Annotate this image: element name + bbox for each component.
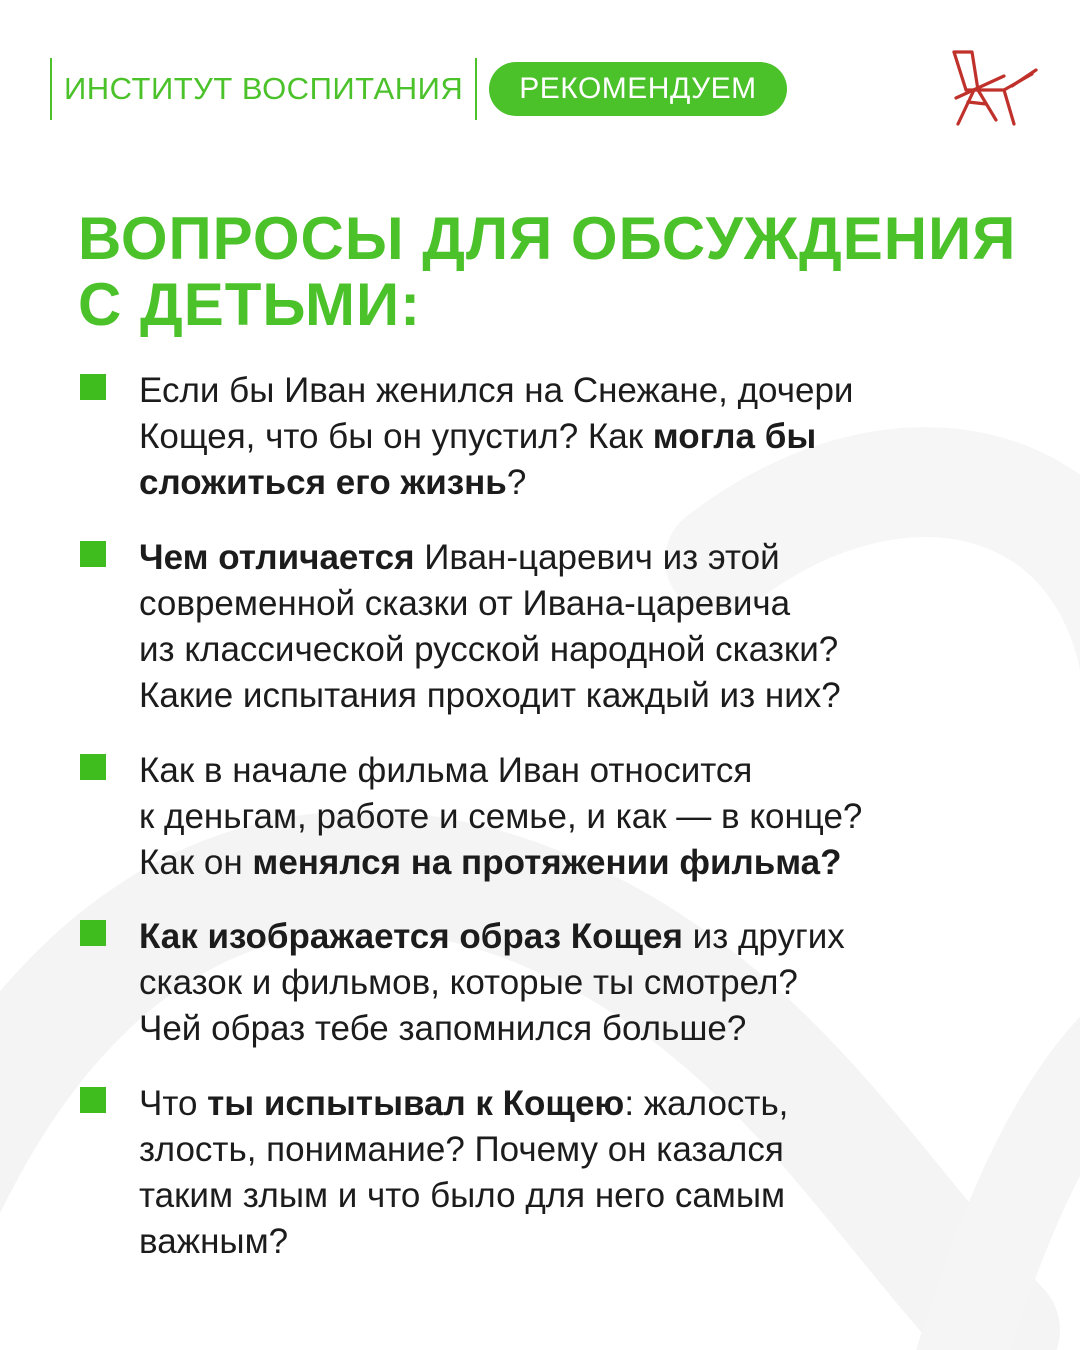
question-text-1: Если бы Иван женился на Снежане, дочери Кощея, что бы он упустил? Как могла бы сложиться его жизнь?: [139, 371, 854, 502]
bullet-square-icon: [80, 1087, 106, 1113]
highlight-text: сложиться его жизнь: [139, 463, 507, 502]
recommend-badge: РЕКОМЕНДУЕМ: [489, 62, 786, 116]
page-title-line-2: С ДЕТЬМИ:: [78, 271, 422, 338]
question-text-2: Чем отличается Иван-царевич из этой современной сказки от Ивана-царевича из классической русской народной сказки? Какие испытания проходит каждый из них?: [139, 538, 841, 715]
question-text-4: Как изображается образ Кощея из других сказок и фильмов, которые ты смотрел? Чей образ тебе запомнился больше?: [139, 917, 845, 1048]
bullet-square-icon: [80, 541, 106, 567]
highlight-text: ты испытывал к Кощею: [207, 1084, 625, 1123]
organization-name: ИНСТИТУТ ВОСПИТАНИЯ: [64, 71, 464, 106]
page-title: [78, 206, 1038, 338]
header-bar: [50, 58, 787, 120]
question-text-3: Как в начале фильма Иван относится к деньгам, работе и семье, и как — в конце? Как он менялся на протяжении фильма?: [139, 751, 863, 882]
chair-logo-icon: [944, 46, 1040, 128]
highlight-text: могла бы: [652, 417, 817, 456]
highlight-text: Как изображается образ Кощея: [139, 917, 683, 956]
highlight-text: менялся на протяжении фильма?: [252, 843, 842, 882]
bullet-square-icon: [80, 920, 106, 946]
page-title-line-1: ВОПРОСЫ ДЛЯ ОБСУЖДЕНИЯ: [78, 205, 1017, 272]
highlight-text: Чем отличается: [139, 538, 415, 577]
header-divider-right: [475, 58, 477, 120]
bullet-square-icon: [80, 374, 106, 400]
bullet-square-icon: [80, 754, 106, 780]
question-text-5: Что ты испытывал к Кощею: жалость, злость, понимание? Почему он казался таким злым и что было для него самым важным?: [139, 1084, 789, 1261]
